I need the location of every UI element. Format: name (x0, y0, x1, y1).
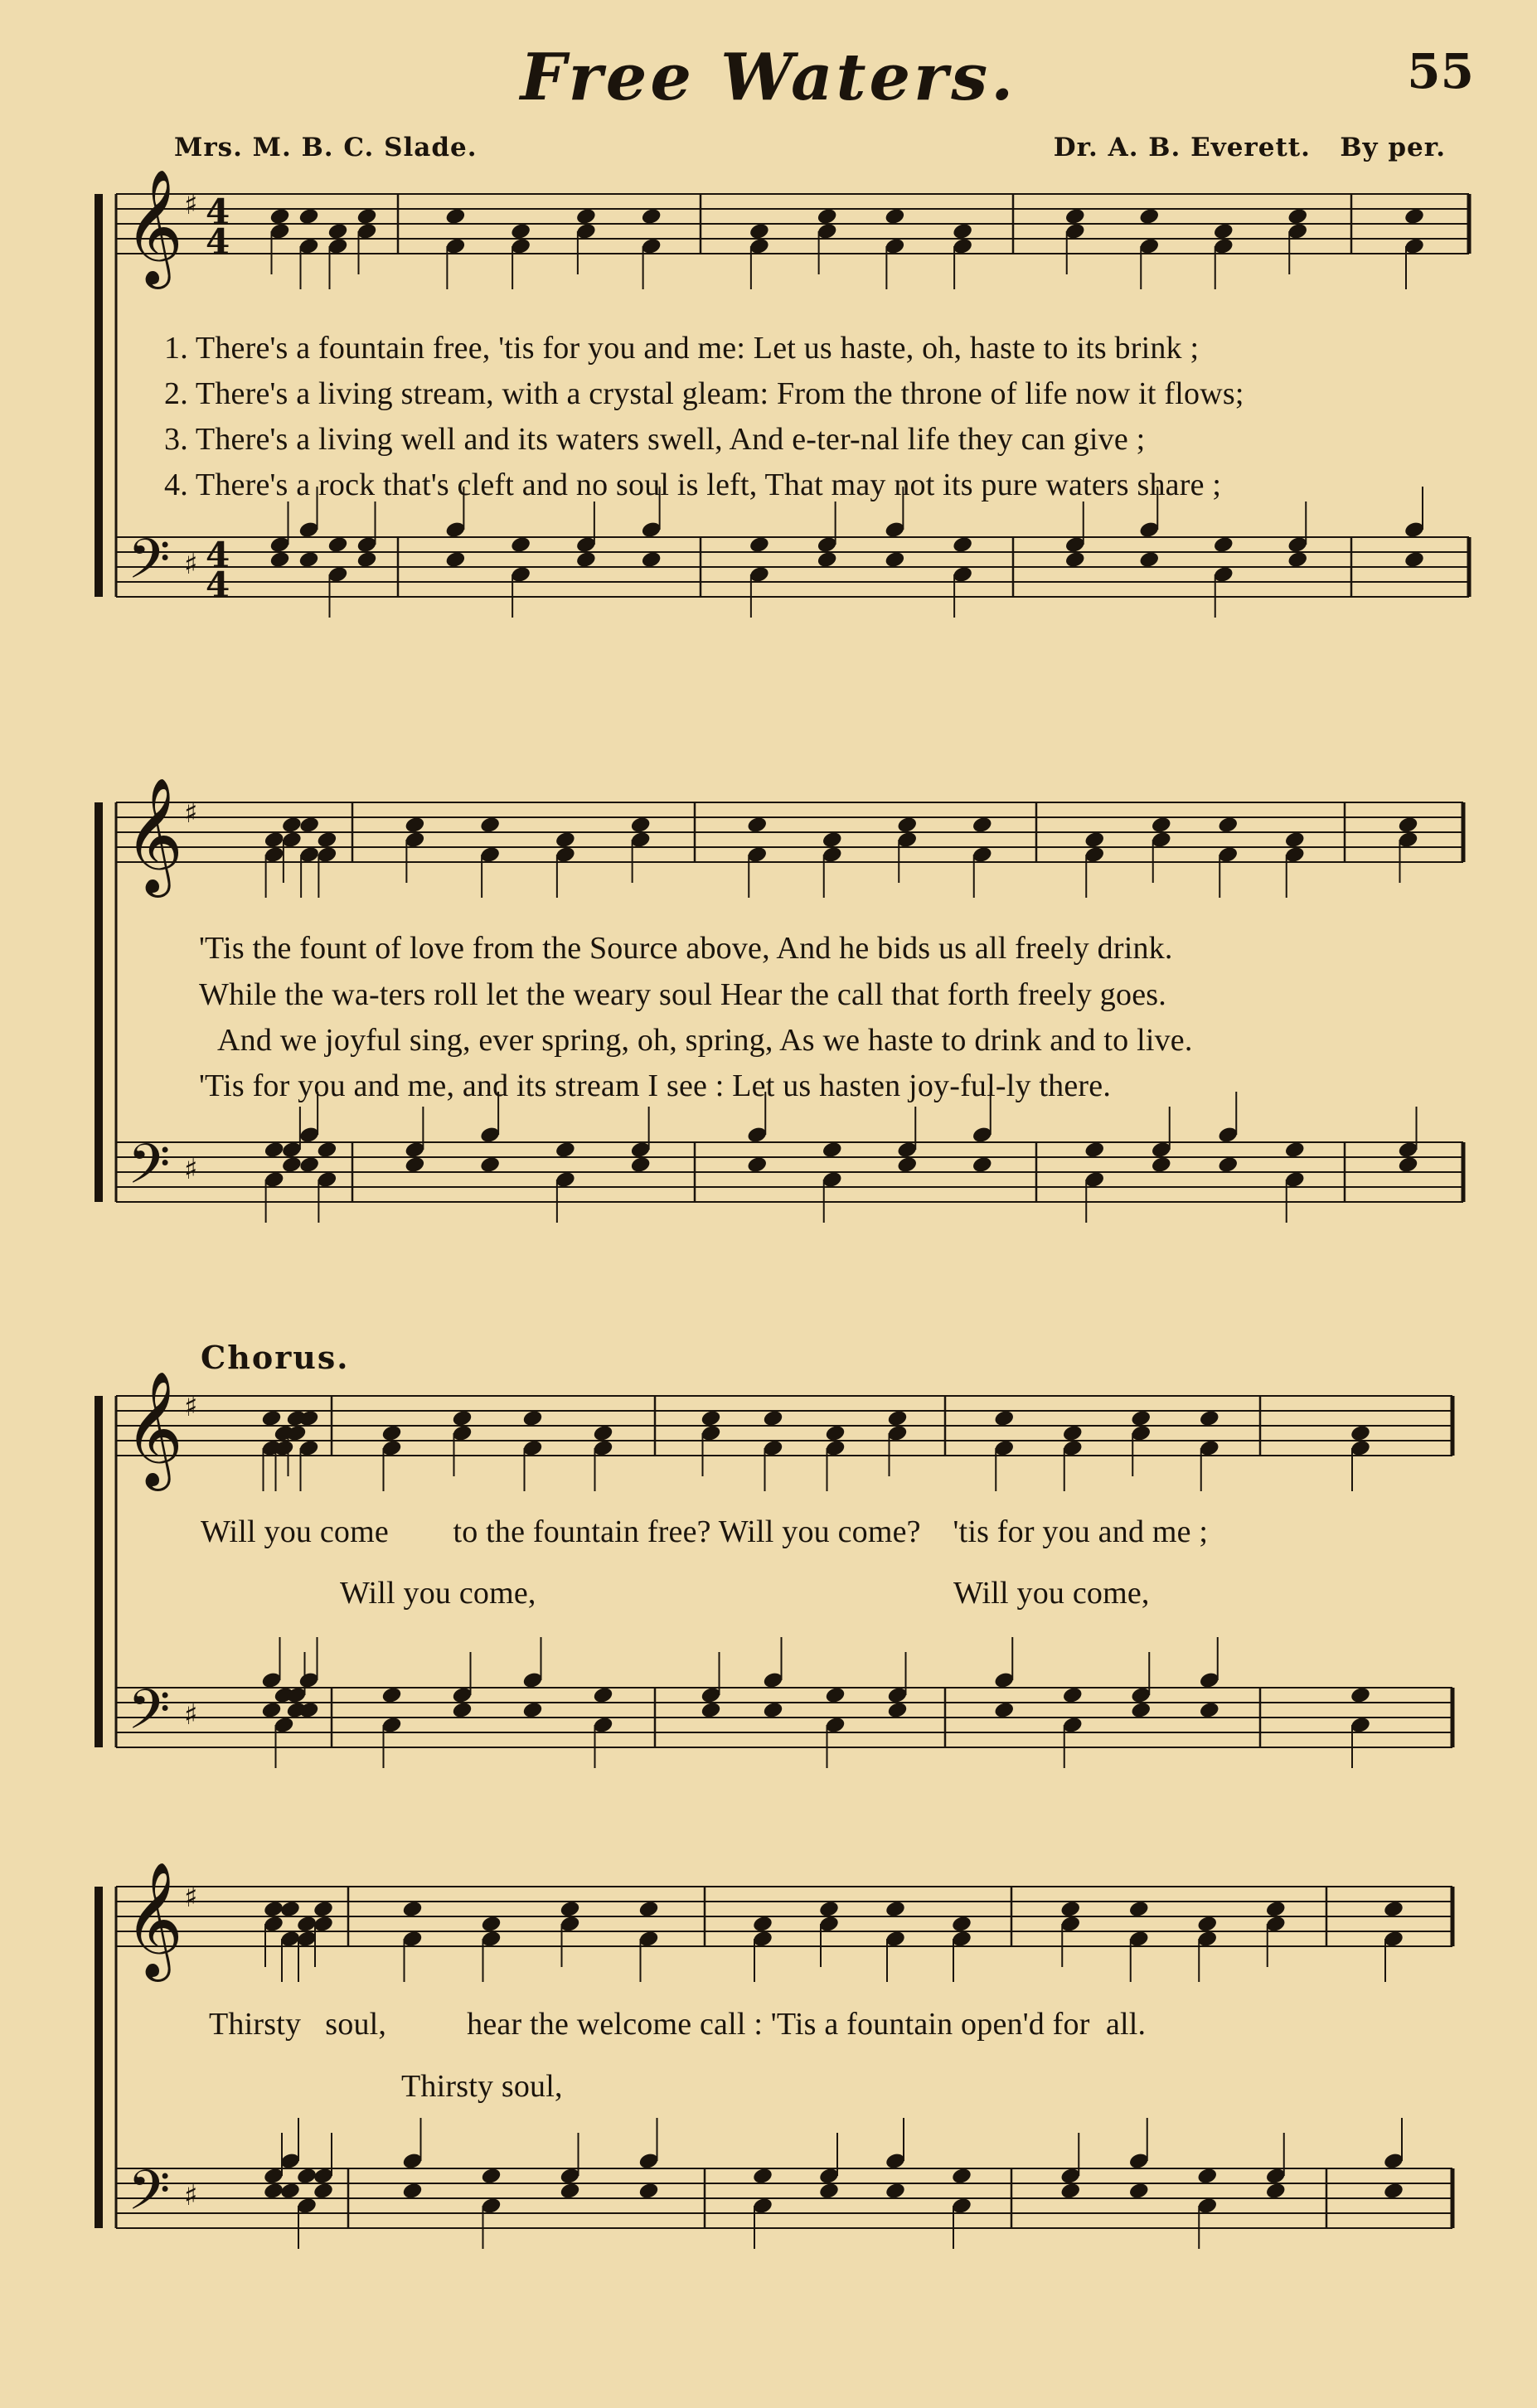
notehead (263, 1900, 284, 1919)
notehead (1350, 1686, 1371, 1705)
notehead (480, 2167, 502, 2186)
notehead (951, 1915, 972, 1934)
notehead (279, 1900, 301, 1919)
notehead (1138, 207, 1160, 226)
notehead (752, 1915, 773, 1934)
notehead (762, 1409, 783, 1428)
notehead (1084, 1141, 1105, 1160)
notehead (886, 1409, 908, 1428)
chorus-echo-2: Thirsty soul, (401, 2069, 563, 2104)
notehead (260, 1701, 282, 1720)
notehead (1199, 1409, 1220, 1428)
notehead (638, 2182, 659, 2201)
notehead (575, 207, 597, 226)
notehead (817, 550, 838, 569)
notehead (824, 1424, 846, 1443)
chorus-line-1: Will you come to the fountain free? Will you come? 'tis for you and me ; (201, 1514, 1209, 1549)
notehead (313, 1900, 334, 1919)
notehead (1383, 1900, 1404, 1919)
notehead (298, 550, 319, 569)
verse-3-line-a: 3. There's a living well and its waters swell, And e-ter-nal life they can give ; (164, 422, 1146, 457)
notehead (264, 1141, 285, 1160)
clef: 𝄞 (124, 1371, 183, 1486)
notehead (559, 2182, 580, 2201)
chorus-line-2: Thirsty soul, hear the welcome call : 'Tis a fountain open'd for all. (209, 2007, 1147, 2042)
system-bracket (95, 194, 103, 597)
notehead (896, 816, 918, 835)
verse-4-line-b: 'Tis for you and me, and its stream I see : Let us hasten joy-ful-ly there. (199, 1068, 1112, 1103)
notehead (1404, 207, 1425, 226)
notehead (1062, 1424, 1084, 1443)
notehead (1397, 1156, 1418, 1175)
notehead (824, 1686, 846, 1705)
notehead (1287, 550, 1308, 569)
notehead (951, 2167, 972, 2186)
notehead (327, 222, 348, 241)
notehead (885, 2182, 906, 2201)
notehead (1265, 2182, 1287, 2201)
notehead (356, 550, 377, 569)
time-signature: 4 (206, 564, 230, 605)
notehead (281, 1156, 303, 1175)
clef: 𝄢 (128, 2158, 171, 2236)
verse-1-line-b: 'Tis the fount of love from the Source above, And he bids us all freely drink. (199, 931, 1173, 966)
clef: 𝄢 (128, 527, 171, 604)
notehead (993, 1409, 1015, 1428)
notehead (752, 2167, 773, 2186)
notehead (404, 1156, 425, 1175)
notehead (952, 222, 973, 241)
notehead (510, 222, 531, 241)
notehead (404, 816, 425, 835)
notehead (575, 550, 597, 569)
hymn-title: Free Waters. (520, 40, 1017, 115)
notehead (401, 2182, 423, 2201)
notehead (1130, 1701, 1152, 1720)
notehead (298, 1701, 319, 1720)
key-signature-sharp: ♯ (184, 797, 198, 830)
clef: 𝄢 (128, 1678, 171, 1755)
notehead (1084, 831, 1105, 850)
notehead (817, 207, 838, 226)
notehead (1062, 1686, 1084, 1705)
notehead (281, 816, 303, 835)
notehead (313, 2182, 334, 2201)
notehead (451, 1701, 473, 1720)
notehead (269, 207, 290, 226)
notehead (972, 816, 993, 835)
notehead (298, 1409, 319, 1428)
notehead (1217, 816, 1239, 835)
notehead (762, 1701, 783, 1720)
notehead (263, 2182, 284, 2201)
notehead (451, 1409, 473, 1428)
author-credit: Mrs. M. B. C. Slade. (174, 133, 478, 162)
notehead (1059, 1900, 1081, 1919)
time-signature: 4 (206, 221, 230, 262)
notehead (952, 535, 973, 555)
notehead (884, 550, 905, 569)
notehead (1199, 1701, 1220, 1720)
notehead (479, 1156, 501, 1175)
key-signature-sharp: ♯ (184, 1153, 198, 1186)
notehead (1383, 2182, 1404, 2201)
notehead (818, 1900, 840, 1919)
notehead (886, 1701, 908, 1720)
notehead (296, 2167, 318, 2186)
notehead (381, 1686, 402, 1705)
notehead (279, 2182, 301, 2201)
clef: 𝄞 (124, 1862, 183, 1977)
notehead (749, 222, 770, 241)
notehead (1151, 1156, 1172, 1175)
notehead (1404, 550, 1425, 569)
notehead (479, 816, 501, 835)
verse-2-line-a: 2. There's a living stream, with a crystal gleam: From the throne of life now it flows; (164, 376, 1244, 411)
notehead (316, 1141, 337, 1160)
chorus-label: Chorus. (201, 1339, 350, 1376)
notehead (1151, 816, 1172, 835)
notehead (1284, 831, 1306, 850)
notehead (1287, 207, 1308, 226)
notehead (401, 1900, 423, 1919)
notehead (298, 207, 319, 226)
chorus-echo-1b: Will you come, (953, 1576, 1150, 1611)
notehead (746, 816, 768, 835)
notehead (381, 1424, 402, 1443)
notehead (1284, 1141, 1306, 1160)
notehead (885, 1900, 906, 1919)
notehead (896, 1156, 918, 1175)
notehead (592, 1424, 613, 1443)
key-signature-sharp: ♯ (184, 2179, 198, 2212)
notehead (746, 1156, 768, 1175)
key-signature-sharp: ♯ (184, 188, 198, 221)
notehead (822, 831, 843, 850)
system-bracket (95, 1396, 103, 1747)
verse-1-line-a: 1. There's a fountain free, 'tis for you and me: Let us haste, oh, haste to its brink ; (164, 331, 1200, 366)
notehead (1217, 1156, 1239, 1175)
notehead (1350, 1424, 1371, 1443)
notehead (884, 207, 905, 226)
notehead (822, 1141, 843, 1160)
page-number: 55 (1407, 43, 1474, 99)
time-signature: 4 (206, 191, 230, 232)
notehead (444, 207, 466, 226)
system-bracket (95, 1887, 103, 2228)
notehead (1265, 1900, 1287, 1919)
notehead (1128, 2182, 1150, 2201)
notehead (316, 831, 337, 850)
notehead (444, 550, 466, 569)
notehead (1064, 207, 1086, 226)
notehead (510, 535, 531, 555)
permission-note: By per. (1340, 133, 1446, 162)
key-signature-sharp: ♯ (184, 1698, 198, 1732)
notehead (1128, 1900, 1150, 1919)
key-signature-sharp: ♯ (184, 1390, 198, 1423)
notehead (555, 1141, 576, 1160)
chorus-echo-1a: Will you come, (340, 1576, 536, 1611)
verse-4-line-a: 4. There's a rock that's cleft and no soul is left, That may not its pure waters share ; (164, 468, 1222, 502)
notehead (641, 550, 662, 569)
notehead (555, 831, 576, 850)
notehead (356, 207, 377, 226)
notehead (480, 1915, 502, 1934)
notehead (700, 1409, 721, 1428)
verse-2-line-b: While the wa-ters roll let the weary soul Hear the call that forth freely goes. (199, 977, 1166, 1012)
notehead (1130, 1409, 1152, 1428)
notehead (1196, 1915, 1218, 1934)
notehead (700, 1701, 721, 1720)
notehead (327, 535, 348, 555)
notehead (1059, 2182, 1081, 2201)
notehead (993, 1701, 1015, 1720)
notehead (1397, 816, 1418, 835)
notehead (818, 2182, 840, 2201)
notehead (298, 1156, 320, 1175)
notehead (1196, 2167, 1218, 2186)
verse-3-line-b: And we joyful sing, ever spring, oh, spring, As we haste to drink and to live. (217, 1023, 1193, 1058)
notehead (749, 535, 770, 555)
notehead (972, 1156, 993, 1175)
composer-name: Dr. A. B. Everett. (1053, 133, 1311, 162)
notehead (641, 207, 662, 226)
key-signature-sharp: ♯ (184, 1881, 198, 1914)
clef: 𝄞 (124, 778, 183, 893)
notehead (264, 831, 285, 850)
system-bracket (95, 802, 103, 1202)
notehead (521, 1701, 543, 1720)
clef: 𝄞 (124, 169, 183, 284)
notehead (592, 1686, 613, 1705)
notehead (1213, 222, 1234, 241)
notehead (260, 1409, 282, 1428)
notehead (521, 1409, 543, 1428)
time-signature: 4 (206, 535, 230, 575)
notehead (630, 816, 652, 835)
key-signature-sharp: ♯ (184, 548, 198, 581)
notehead (269, 550, 290, 569)
notehead (638, 1900, 659, 1919)
notehead (1138, 550, 1160, 569)
notehead (1213, 535, 1234, 555)
notehead (630, 1156, 652, 1175)
notehead (298, 816, 320, 835)
clef: 𝄢 (128, 1132, 171, 1209)
notehead (559, 1900, 580, 1919)
notehead (1064, 550, 1086, 569)
